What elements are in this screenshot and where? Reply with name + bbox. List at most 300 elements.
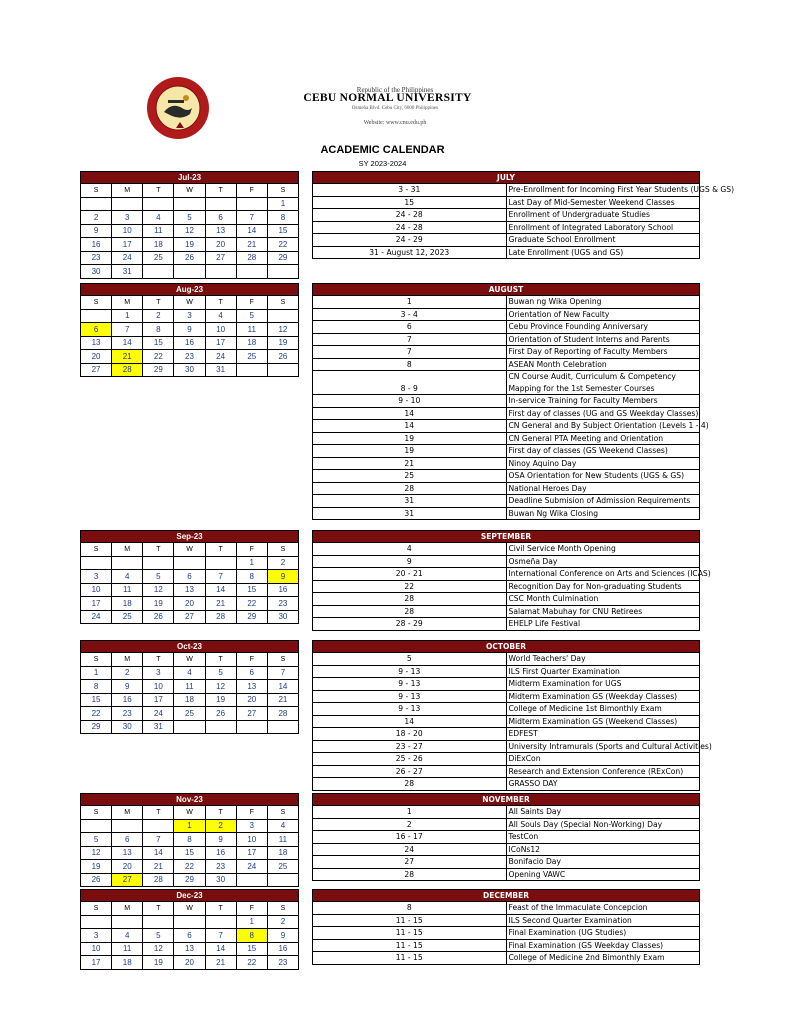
calendar-day: 23: [112, 707, 143, 721]
event-row: [313, 856, 700, 869]
day-of-week-label: S: [267, 184, 298, 198]
event-date: 3 - 31: [313, 184, 507, 197]
calendar-day: 21: [112, 350, 143, 364]
calendar-empty-cell: [267, 873, 298, 887]
day-of-week-label: W: [174, 296, 205, 310]
month-calendar-december: [80, 889, 299, 970]
calendar-empty-cell: [267, 363, 298, 377]
calendar-day: 11: [236, 323, 267, 337]
event-date: 28: [313, 778, 507, 791]
event-date: 24 - 28: [313, 221, 507, 234]
calendar-day: 27: [112, 873, 143, 887]
event-date: 3 - 4: [313, 308, 507, 321]
calendar-month-title: Dec-23: [81, 890, 299, 902]
university-address: Osmeña Blvd. Cebu City, 6000 Philippines: [351, 106, 439, 111]
event-date: 19: [313, 432, 507, 445]
event-date: 16 - 17: [313, 831, 507, 844]
event-row: [313, 543, 700, 556]
calendar-day: 21: [205, 597, 236, 611]
event-date: 6: [313, 321, 507, 334]
event-description: Ninoy Aquino Day: [506, 457, 700, 470]
calendar-day: 11: [112, 942, 143, 956]
event-row: [313, 296, 700, 309]
calendar-day: 2: [267, 556, 298, 570]
calendar-day: 3: [143, 666, 174, 680]
event-row: [313, 868, 700, 881]
event-row: [313, 605, 700, 618]
calendar-day: 22: [236, 956, 267, 970]
calendar-day: 21: [236, 238, 267, 252]
events-month-title: AUGUST: [313, 284, 700, 296]
day-of-week-label: W: [174, 902, 205, 916]
calendar-day: 26: [174, 251, 205, 265]
event-date: 1: [313, 806, 507, 819]
calendar-empty-cell: [205, 915, 236, 929]
event-row: [313, 371, 700, 395]
calendar-day: 2: [267, 915, 298, 929]
calendar-empty-cell: [236, 197, 267, 211]
calendar-day: 15: [174, 846, 205, 860]
event-description: First Day of Reporting of Faculty Members: [506, 346, 700, 359]
calendar-day: 8: [267, 211, 298, 225]
event-description: TestCon: [506, 831, 700, 844]
event-date: 23 - 27: [313, 740, 507, 753]
event-row: [313, 778, 700, 791]
calendar-day: 18: [174, 693, 205, 707]
event-row: [313, 818, 700, 831]
calendar-day: 19: [205, 693, 236, 707]
month-calendar-july: [80, 171, 299, 279]
event-date: 9 - 13: [313, 665, 507, 678]
event-date: 11 - 15: [313, 914, 507, 927]
event-description: Final Examination (UG Studies): [506, 927, 700, 940]
month-events-august: [312, 283, 709, 520]
calendar-day: 18: [112, 597, 143, 611]
events-month-title: NOVEMBER: [313, 794, 700, 806]
calendar-day: 24: [205, 350, 236, 364]
event-description: University Intramurals (Sports and Cultural Activities): [506, 740, 700, 753]
calendar-day: 28: [143, 873, 174, 887]
day-of-week-label: W: [174, 184, 205, 198]
calendar-day: 23: [174, 350, 205, 364]
event-row: [313, 665, 700, 678]
event-row: [313, 902, 700, 915]
calendar-day: 10: [81, 583, 112, 597]
calendar-day: 6: [174, 570, 205, 584]
calendar-day: 1: [112, 309, 143, 323]
calendar-empty-cell: [174, 556, 205, 570]
calendar-day: 21: [267, 693, 298, 707]
calendar-day: 29: [267, 251, 298, 265]
event-row: [313, 753, 700, 766]
day-of-week-label: T: [205, 806, 236, 820]
day-of-week-label: F: [236, 653, 267, 667]
calendar-empty-cell: [174, 197, 205, 211]
calendar-day: 17: [143, 693, 174, 707]
republic-line: Republic of the Philippines: [356, 86, 434, 94]
calendar-day: 23: [267, 956, 298, 970]
event-description: Enrollment of Undergraduate Studies: [506, 209, 700, 222]
calendar-day: 2: [112, 666, 143, 680]
event-date: 9 - 10: [313, 395, 507, 408]
event-description: EDFEST: [506, 728, 700, 741]
day-of-week-label: S: [81, 653, 112, 667]
event-date: 25: [313, 470, 507, 483]
event-row: [313, 728, 700, 741]
university-name: CEBU NORMAL UNIVERSITY: [303, 92, 472, 104]
calendar-day: 19: [174, 238, 205, 252]
calendar-day: 20: [236, 693, 267, 707]
event-row: [313, 806, 700, 819]
event-date: 11 - 15: [313, 927, 507, 940]
event-description: Cebu Province Founding Anniversary: [506, 321, 700, 334]
calendar-empty-cell: [205, 197, 236, 211]
calendar-day: 25: [267, 860, 298, 874]
university-website: Website: www.cnu.edu.ph: [363, 120, 427, 126]
page-title: ACADEMIC CALENDAR: [320, 144, 445, 156]
calendar-day: 24: [81, 610, 112, 624]
day-of-week-label: F: [236, 902, 267, 916]
month-calendar-august: [80, 283, 299, 377]
calendar-day: 4: [112, 570, 143, 584]
calendar-day: 23: [205, 860, 236, 874]
event-row: [313, 246, 700, 259]
calendar-day: 5: [174, 211, 205, 225]
school-year: SY 2023-2024: [358, 159, 407, 168]
calendar-day: 14: [236, 224, 267, 238]
day-of-week-label: T: [143, 296, 174, 310]
event-row: [313, 482, 700, 495]
calendar-month-title: Nov-23: [81, 794, 299, 806]
day-of-week-label: F: [236, 296, 267, 310]
calendar-day: 22: [267, 238, 298, 252]
calendar-day: 3: [81, 570, 112, 584]
calendar-day: 11: [112, 583, 143, 597]
day-of-week-label: S: [267, 543, 298, 557]
calendar-day: 20: [174, 956, 205, 970]
day-of-week-label: S: [81, 296, 112, 310]
event-row: [313, 470, 700, 483]
calendar-day: 8: [143, 323, 174, 337]
event-description: Last Day of Mid-Semester Weekend Classes: [506, 196, 700, 209]
day-of-week-label: S: [267, 806, 298, 820]
calendar-day: 31: [143, 720, 174, 734]
calendar-day: 4: [174, 666, 205, 680]
event-description: Bonifacio Day: [506, 856, 700, 869]
calendar-empty-cell: [112, 915, 143, 929]
event-description: World Teachers' Day: [506, 653, 700, 666]
calendar-day: 24: [143, 707, 174, 721]
event-description: Midterm Examination for UGS: [506, 678, 700, 691]
calendar-day: 25: [143, 251, 174, 265]
event-row: [313, 358, 700, 371]
event-description: Research and Extension Conference (RExCon): [506, 765, 700, 778]
event-description: Osmeña Day: [506, 555, 700, 568]
calendar-empty-cell: [174, 915, 205, 929]
event-row: [313, 703, 700, 716]
day-of-week-label: S: [267, 653, 298, 667]
calendar-day: 9: [267, 929, 298, 943]
calendar-empty-cell: [112, 197, 143, 211]
calendar-day: 14: [112, 336, 143, 350]
calendar-day: 5: [205, 666, 236, 680]
day-of-week-label: S: [267, 902, 298, 916]
event-description: ASEAN Month Celebration: [506, 358, 700, 371]
calendar-empty-cell: [81, 309, 112, 323]
calendar-day: 30: [267, 610, 298, 624]
event-description: CN General PTA Meeting and Orientation: [506, 432, 700, 445]
calendar-day: 16: [81, 238, 112, 252]
calendar-day: 10: [143, 680, 174, 694]
calendar-day: 4: [205, 309, 236, 323]
event-date: 7: [313, 346, 507, 359]
calendar-day: 29: [236, 610, 267, 624]
event-row: [313, 221, 700, 234]
calendar-day: 28: [205, 610, 236, 624]
event-date: 24: [313, 843, 507, 856]
calendar-day: 5: [143, 929, 174, 943]
calendar-empty-cell: [267, 720, 298, 734]
day-of-week-label: F: [236, 806, 267, 820]
event-date: 28: [313, 482, 507, 495]
day-of-week-label: M: [112, 902, 143, 916]
calendar-day: 26: [267, 350, 298, 364]
calendar-day: 1: [174, 819, 205, 833]
calendar-month-title: Jul-23: [81, 172, 299, 184]
calendar-day: 13: [112, 846, 143, 860]
calendar-day: 1: [236, 556, 267, 570]
calendar-day: 8: [236, 929, 267, 943]
calendar-day: 12: [267, 323, 298, 337]
event-row: [313, 740, 700, 753]
day-of-week-label: W: [174, 543, 205, 557]
calendar-day: 12: [205, 680, 236, 694]
day-of-week-label: T: [205, 902, 236, 916]
calendar-day: 18: [267, 846, 298, 860]
calendar-day: 19: [143, 956, 174, 970]
calendar-day: 7: [205, 929, 236, 943]
day-of-week-label: W: [174, 806, 205, 820]
calendar-empty-cell: [267, 309, 298, 323]
event-date: 28 - 29: [313, 618, 507, 631]
event-row: [313, 653, 700, 666]
day-of-week-label: M: [112, 296, 143, 310]
calendar-day: 15: [81, 693, 112, 707]
event-date: 31: [313, 495, 507, 508]
event-description: ILS First Quarter Examination: [506, 665, 700, 678]
calendar-empty-cell: [112, 556, 143, 570]
calendar-day: 8: [174, 833, 205, 847]
events-month-title: JULY: [313, 172, 700, 184]
calendar-day: 17: [81, 956, 112, 970]
event-row: [313, 321, 700, 334]
calendar-day: 6: [205, 211, 236, 225]
calendar-day: 21: [143, 860, 174, 874]
event-row: [313, 507, 700, 520]
event-date: 20 - 21: [313, 568, 507, 581]
calendar-day: 7: [205, 570, 236, 584]
event-row: [313, 445, 700, 458]
calendar-empty-cell: [81, 819, 112, 833]
calendar-day: 1: [267, 197, 298, 211]
event-description: Pre-Enrollment for Incoming First Year Students (UGS & GS): [506, 184, 700, 197]
event-date: 11 - 15: [313, 952, 507, 965]
event-row: [313, 420, 700, 433]
event-description: GRASSO DAY: [506, 778, 700, 791]
calendar-day: 17: [205, 336, 236, 350]
event-row: [313, 914, 700, 927]
calendar-day: 15: [236, 942, 267, 956]
day-of-week-label: T: [205, 653, 236, 667]
calendar-day: 3: [174, 309, 205, 323]
event-row: [313, 952, 700, 965]
calendar-day: 20: [112, 860, 143, 874]
event-row: [313, 927, 700, 940]
event-date: 24 - 29: [313, 234, 507, 247]
month-events-october: [312, 640, 712, 791]
event-row: [313, 618, 700, 631]
calendar-empty-cell: [143, 265, 174, 279]
calendar-day: 26: [143, 610, 174, 624]
event-date: 9 - 13: [313, 703, 507, 716]
day-of-week-label: M: [112, 653, 143, 667]
calendar-day: 5: [236, 309, 267, 323]
calendar-day: 8: [236, 570, 267, 584]
calendar-day: 8: [81, 680, 112, 694]
event-date: 24 - 28: [313, 209, 507, 222]
calendar-empty-cell: [81, 197, 112, 211]
calendar-day: 6: [236, 666, 267, 680]
event-row: [313, 678, 700, 691]
event-description: Enrollment of Integrated Laboratory School: [506, 221, 700, 234]
calendar-empty-cell: [143, 915, 174, 929]
day-of-week-label: T: [143, 184, 174, 198]
event-date: 14: [313, 420, 507, 433]
calendar-day: 30: [112, 720, 143, 734]
event-date: 31: [313, 507, 507, 520]
calendar-day: 22: [174, 860, 205, 874]
event-date: 28: [313, 593, 507, 606]
event-row: [313, 184, 700, 197]
calendar-day: 22: [81, 707, 112, 721]
event-description: Midterm Examination GS (Weekday Classes): [506, 690, 700, 703]
calendar-day: 15: [236, 583, 267, 597]
calendar-day: 12: [143, 583, 174, 597]
calendar-day: 10: [205, 323, 236, 337]
month-events-december: [312, 889, 700, 965]
day-of-week-label: M: [112, 184, 143, 198]
event-row: [313, 580, 700, 593]
event-date: 4: [313, 543, 507, 556]
calendar-day: 3: [112, 211, 143, 225]
calendar-day: 19: [267, 336, 298, 350]
event-row: [313, 308, 700, 321]
month-events-november: [312, 793, 700, 881]
calendar-day: 31: [112, 265, 143, 279]
event-description: All Saints Day: [506, 806, 700, 819]
day-of-week-label: T: [143, 806, 174, 820]
event-description: Buwan ng Wika Opening: [506, 296, 700, 309]
calendar-day: 28: [236, 251, 267, 265]
calendar-day: 27: [174, 610, 205, 624]
calendar-day: 29: [143, 363, 174, 377]
calendar-day: 27: [81, 363, 112, 377]
calendar-day: 16: [174, 336, 205, 350]
event-date: 11 - 15: [313, 939, 507, 952]
event-date: 9 - 13: [313, 690, 507, 703]
calendar-day: 17: [112, 238, 143, 252]
event-description: Buwan Ng Wika Closing: [506, 507, 700, 520]
event-date: 8: [313, 902, 507, 915]
calendar-day: 16: [112, 693, 143, 707]
event-row: [313, 407, 700, 420]
calendar-day: 22: [143, 350, 174, 364]
event-date: 9: [313, 555, 507, 568]
event-row: [313, 495, 700, 508]
calendar-day: 16: [267, 583, 298, 597]
calendar-day: 22: [236, 597, 267, 611]
calendar-empty-cell: [143, 197, 174, 211]
calendar-empty-cell: [143, 819, 174, 833]
calendar-day: 14: [205, 583, 236, 597]
day-of-week-label: M: [112, 806, 143, 820]
calendar-empty-cell: [236, 720, 267, 734]
event-description: Deadline Submision of Admission Requirements: [506, 495, 700, 508]
calendar-day: 4: [112, 929, 143, 943]
calendar-day: 1: [81, 666, 112, 680]
event-description: All Souls Day (Special Non-Working) Day: [506, 818, 700, 831]
event-date: 22: [313, 580, 507, 593]
event-date: 19: [313, 445, 507, 458]
calendar-month-title: Aug-23: [81, 284, 299, 296]
calendar-day: 31: [205, 363, 236, 377]
calendar-day: 13: [174, 583, 205, 597]
calendar-empty-cell: [174, 265, 205, 279]
event-description: Midterm Examination GS (Weekend Classes): [506, 715, 700, 728]
event-description: First day of classes (GS Weekend Classes): [506, 445, 700, 458]
calendar-empty-cell: [236, 265, 267, 279]
calendar-day: 9: [81, 224, 112, 238]
calendar-day: 23: [81, 251, 112, 265]
calendar-day: 15: [143, 336, 174, 350]
event-row: [313, 555, 700, 568]
event-date: 28: [313, 868, 507, 881]
month-events-september: [312, 530, 711, 631]
day-of-week-label: T: [143, 543, 174, 557]
event-description: Graduate School Enrollment: [506, 234, 700, 247]
calendar-day: 6: [174, 929, 205, 943]
event-date: 14: [313, 407, 507, 420]
day-of-week-label: S: [81, 184, 112, 198]
calendar-day: 13: [174, 942, 205, 956]
calendar-day: 25: [112, 610, 143, 624]
event-row: [313, 196, 700, 209]
events-month-title: DECEMBER: [313, 890, 700, 902]
event-date: 9 - 13: [313, 678, 507, 691]
event-description: First day of classes (UG and GS Weekday Classes): [506, 407, 700, 420]
calendar-day: 28: [267, 707, 298, 721]
calendar-day: 4: [143, 211, 174, 225]
calendar-day: 30: [205, 873, 236, 887]
event-date: 25 - 26: [313, 753, 507, 766]
event-date: 18 - 20: [313, 728, 507, 741]
event-row: [313, 346, 700, 359]
day-of-week-label: W: [174, 653, 205, 667]
calendar-day: 29: [174, 873, 205, 887]
calendar-empty-cell: [205, 265, 236, 279]
event-row: [313, 568, 700, 581]
calendar-day: 29: [81, 720, 112, 734]
